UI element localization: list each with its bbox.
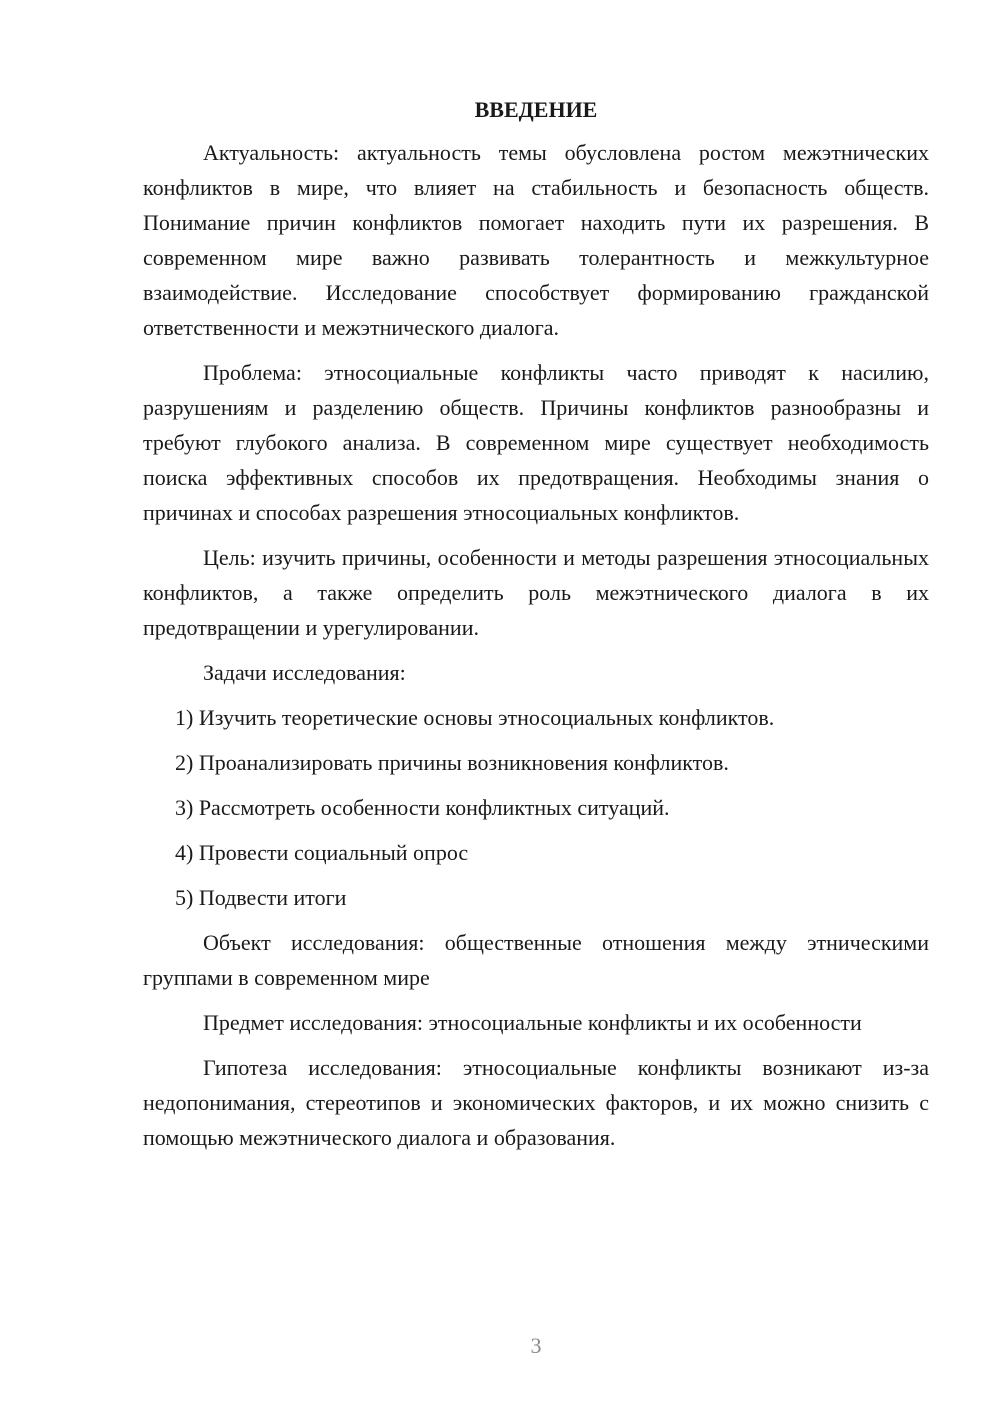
list-item: 2) Проанализировать причины возникновения конфликтов.: [175, 750, 729, 775]
section-heading: ВВЕДЕНИЕ: [474, 97, 598, 122]
list-item: 3) Рассмотреть особенности конфликтных ситуаций.: [175, 795, 670, 820]
object-paragraph: Объект исследования: общественные отношения между этническими группами в современном мире: [143, 930, 929, 990]
tasks-list: [143, 700, 929, 915]
goal-paragraph: Цель: изучить причины, особенности и методы разрешения этносоциальных конфликтов, а также определить роль межэтнического диалога в их предотвращении и урегулировании.: [143, 545, 929, 640]
hypothesis-paragraph: Гипотеза исследования: этносоциальные конфликты возникают из-за недопонимания, стереотипов и экономических факторов, и их можно снизить с помощью межэтнического диалога и образования.: [143, 1055, 929, 1150]
list-item: 5) Подвести итоги: [175, 885, 347, 910]
document-page: [143, 92, 929, 1165]
page-number: 3: [530, 1333, 542, 1358]
list-item: 4) Провести социальный опрос: [175, 840, 469, 865]
tasks-title: Задачи исследования:: [203, 660, 406, 685]
problem-paragraph: Проблема: этносоциальные конфликты часто приводят к насилию, разрушениям и разделению обществ. Причины конфликтов разнообразны и требуют глубокого анализа. В современном мире существует необходимость поиска эффективных способов их предотвращения. Необходимы знания о причинах и способах разрешения этносоциальных конфликтов.: [143, 360, 929, 525]
subject-paragraph: Предмет исследования: этносоциальные конфликты и их особенности: [203, 1010, 862, 1035]
list-item: 1) Изучить теоретические основы этносоциальных конфликтов.: [175, 705, 775, 730]
relevance-paragraph: Актуальность: актуальность темы обусловлена ростом межэтнических конфликтов в мире, что влияет на стабильность и безопасность обществ. Понимание причин конфликтов помогает находить пути их разрешения. В современном мире важно развивать толерантность и межкультурное взаимодействие. Исследование способствует формированию гражданской ответственности и межэтнического диалога.: [143, 140, 929, 340]
